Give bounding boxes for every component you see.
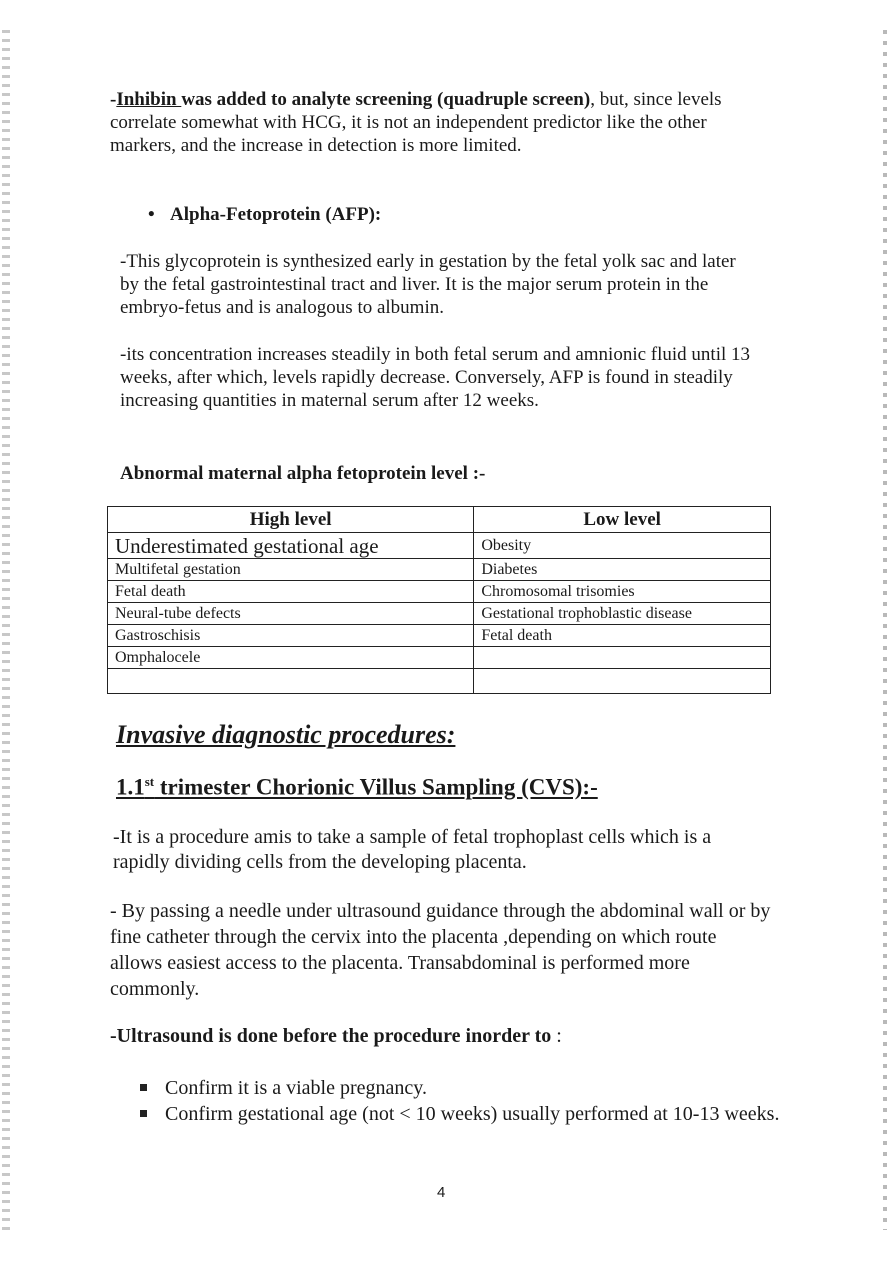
table-caption: Abnormal maternal alpha fetoprotein level :- xyxy=(120,463,486,484)
table-row xyxy=(108,603,771,625)
afp-paragraph-1: -This glycoprotein is synthesized early in gestation by the fetal yolk sac and later by the fetal gastrointestinal tract and liver. It is the major serum protein in the embryo-fetus and is analogous to albumin. xyxy=(120,251,736,318)
ultrasound-intro-colon: : xyxy=(551,1025,562,1047)
inhibin-word: Inhibin xyxy=(116,89,182,110)
table-cell: Diabetes xyxy=(474,559,771,581)
bullet-dot-icon: • xyxy=(148,204,155,225)
square-bullet-icon xyxy=(140,1084,147,1091)
list-item xyxy=(140,1101,780,1127)
cvs-heading xyxy=(116,774,598,801)
table-row xyxy=(108,533,771,559)
table-cell xyxy=(108,669,474,694)
ultrasound-intro-bold: -Ultrasound is done before the procedure inorder to xyxy=(110,1025,552,1047)
table-cell: Omphalocele xyxy=(108,647,474,669)
square-bullet-icon xyxy=(140,1110,147,1117)
invasive-heading: Invasive diagnostic procedures: xyxy=(116,720,456,749)
cvs-heading-sup: st xyxy=(144,774,155,789)
afp-heading xyxy=(148,203,381,226)
table-cell: Underestimated gestational age xyxy=(108,533,474,559)
table-cell: Fetal death xyxy=(474,625,771,647)
list-item xyxy=(140,1075,780,1101)
inhibin-bold-text: was added to analyte screening (quadruple screen) xyxy=(181,89,591,110)
table-cell: Fetal death xyxy=(108,581,474,603)
cvs-heading-number: 1.1 xyxy=(116,774,145,800)
afp-level-table xyxy=(107,506,771,694)
inhibin-rest-text: , but, since levels correlate somewhat with HCG, it is not an independent predictor like the other markers, and the increase in detection is more limited. xyxy=(110,89,722,156)
table-cell: Neural-tube defects xyxy=(108,603,474,625)
table-cell: Multifetal gestation xyxy=(108,559,474,581)
table-row xyxy=(108,559,771,581)
table-cell xyxy=(474,669,771,694)
header-high-level: High level xyxy=(108,507,474,533)
table-header-row xyxy=(108,507,771,533)
ultrasound-intro xyxy=(110,1025,562,1048)
header-low-level: Low level xyxy=(474,507,771,533)
table-cell: Gestational trophoblastic disease xyxy=(474,603,771,625)
table-row xyxy=(108,581,771,603)
page-number: 4 xyxy=(437,1184,446,1201)
table-cell: Chromosomal trisomies xyxy=(474,581,771,603)
cvs-paragraph-2: - By passing a needle under ultrasound guidance through the abdominal wall or by fine catheter through the cervix into the placenta ,depending on which route allows easiest access to the placenta. Transabdominal is performed more commonly. xyxy=(110,900,771,1000)
cvs-paragraph-1: -It is a procedure amis to take a sample of fetal trophoplast cells which is a rapidly dividing cells from the developing placenta. xyxy=(113,826,712,873)
table-row xyxy=(108,669,771,694)
table-cell: Obesity xyxy=(474,533,771,559)
list-item-text: Confirm gestational age (not < 10 weeks) usually performed at 10-13 weeks. xyxy=(165,1103,780,1125)
afp-paragraph-2: -its concentration increases steadily in both fetal serum and amnionic fluid until 13 weeks, after which, levels rapidly decrease. Conversely, AFP is found in steadily increasing quantities in maternal serum after 12 weeks. xyxy=(120,344,750,411)
list-item-text: Confirm it is a viable pregnancy. xyxy=(165,1077,427,1099)
table-cell: Gastroschisis xyxy=(108,625,474,647)
inhibin-paragraph: -Inhibin was added to analyte screening (quadruple screen), but, since levels correlate somewhat with HCG, it is not an independent predictor like the other markers, and the increase in detection is more limited. xyxy=(110,89,722,156)
cvs-heading-text: trimester Chorionic Villus Sampling (CVS):- xyxy=(154,774,598,800)
table-row xyxy=(108,625,771,647)
afp-heading-text: Alpha-Fetoprotein (AFP): xyxy=(170,204,382,225)
table-row xyxy=(108,647,771,669)
table-cell xyxy=(474,647,771,669)
